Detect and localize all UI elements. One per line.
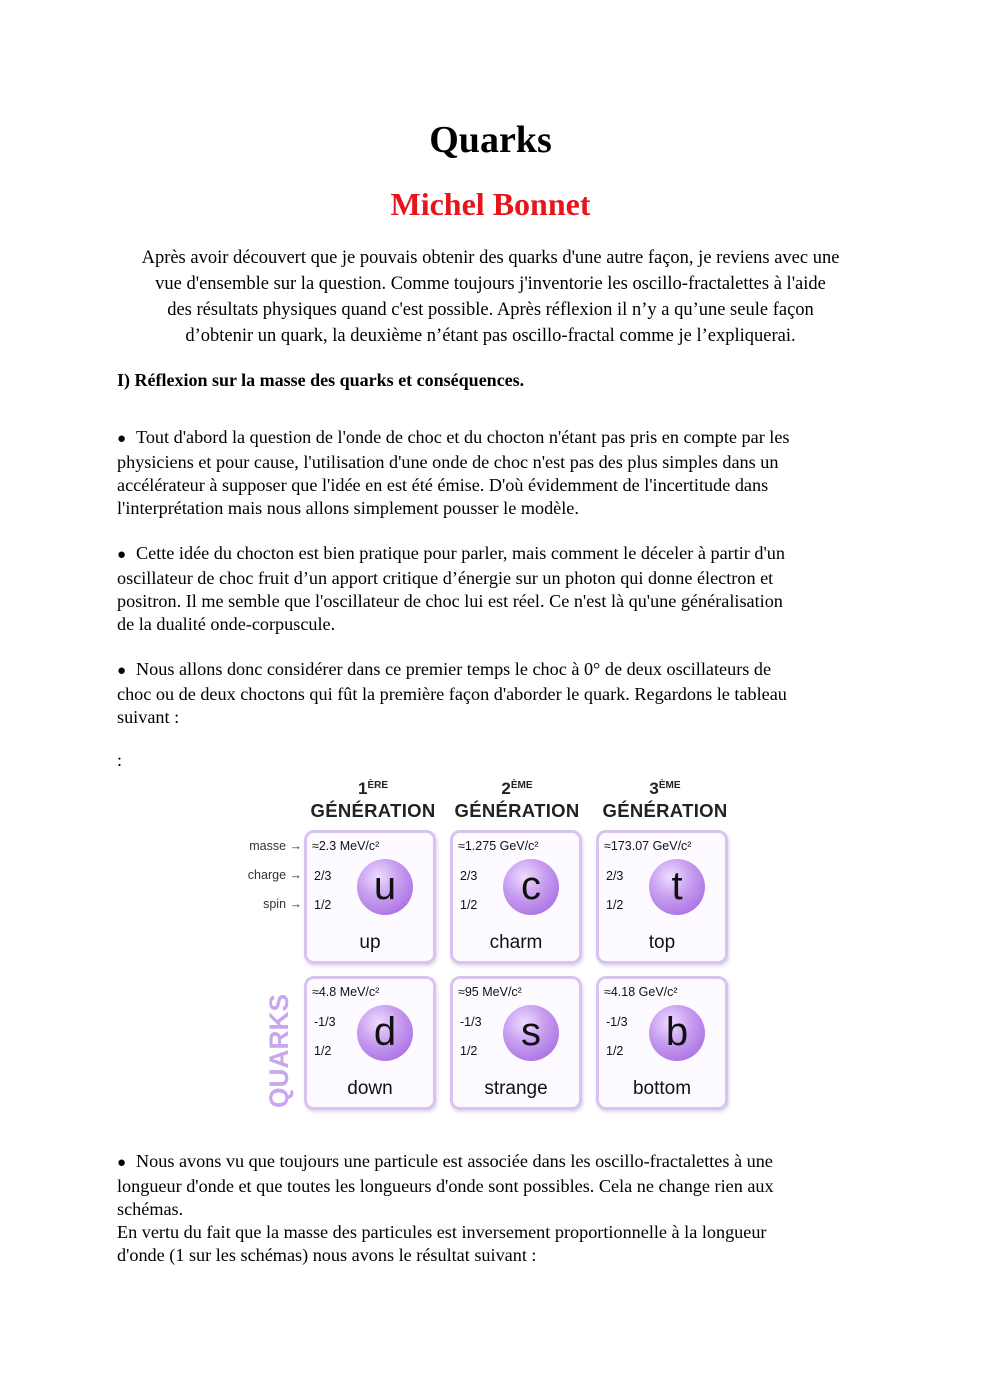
- quark-card-bottom: [596, 976, 728, 1110]
- paragraph-1: [117, 426, 857, 520]
- quark-spin: 1/2: [460, 1044, 478, 1058]
- row-label-spin: spin →: [263, 897, 302, 911]
- quark-spin: 1/2: [606, 898, 624, 912]
- row-label-mass: masse →: [249, 839, 302, 853]
- quark-charge: 2/3: [314, 869, 332, 883]
- paragraph-line: ● Nous avons vu que toujours une particule est associée dans les oscillo-fractalettes à une: [117, 1150, 857, 1175]
- colon-line: :: [117, 750, 123, 770]
- abstract-line: des résultats physiques quand c'est possible. Après réflexion il n’y a qu’une seule façon: [167, 300, 814, 320]
- quark-mass: ≈95 MeV/c²: [458, 985, 522, 999]
- quark-spin: 1/2: [314, 898, 332, 912]
- quark-charge: -1/3: [314, 1015, 336, 1029]
- quark-name: down: [347, 1078, 393, 1099]
- quark-name: charm: [489, 932, 543, 953]
- quark-mass: ≈173.07 GeV/c²: [604, 839, 692, 853]
- quarks-side-label: [258, 990, 298, 1110]
- quark-charge: 2/3: [460, 869, 478, 883]
- generation-header: 1ÈRE GÉNÉRATION: [310, 779, 436, 821]
- paragraph-line: physiciens et pour cause, l'utilisation d'une onde de choc n'est pas des plus simples dans un: [117, 452, 779, 472]
- quark-symbol: b: [649, 1005, 705, 1061]
- quark-name: top: [648, 932, 676, 953]
- quark-charge: -1/3: [460, 1015, 482, 1029]
- generation-header: 3ÈME GÉNÉRATION: [602, 779, 728, 821]
- quark-charge: 2/3: [606, 869, 624, 883]
- quark-spin: 1/2: [460, 898, 478, 912]
- quark-symbol: s: [503, 1005, 559, 1061]
- paragraph-line: positron. Il me semble que l'oscillateur de choc lui est réel. Ce n'est là qu'une généralisation: [117, 591, 783, 611]
- quark-name: bottom: [632, 1078, 692, 1099]
- paragraph-line: longueur d'onde et que toutes les longueurs d'onde sont possibles. Cela ne change rien aux: [117, 1176, 774, 1196]
- paragraph-line: choc ou de deux choctons qui fût la première façon d'aborder le quark. Regardons le tableau: [117, 684, 787, 704]
- quark-name: up: [359, 932, 381, 953]
- closing-line: d'onde (1 sur les schémas) nous avons le résultat suivant :: [117, 1245, 537, 1265]
- quark-spin: 1/2: [606, 1044, 624, 1058]
- bullet-icon: ●: [117, 547, 127, 563]
- quarks-side-text: QUARKS: [264, 990, 294, 1108]
- bullet-icon: ●: [117, 1155, 127, 1171]
- quark-card-strange: [450, 976, 582, 1110]
- quark-spin: 1/2: [314, 1044, 332, 1058]
- quark-card-down: [304, 976, 436, 1110]
- quark-table-figure: [240, 772, 740, 1120]
- quark-symbol: c: [503, 859, 559, 915]
- quark-card-up: [304, 830, 436, 964]
- abstract-line: vue d'ensemble sur la question. Comme toujours j'inventorie les oscillo-fractalettes à l'aide: [155, 274, 826, 294]
- abstract: [110, 245, 871, 349]
- paragraph-line: schémas.: [117, 1199, 184, 1219]
- quark-mass: ≈4.18 GeV/c²: [604, 985, 678, 999]
- abstract-line: d’obtenir un quark, la deuxième n’étant pas oscillo-fractal comme je l’expliquerai.: [185, 326, 796, 346]
- quark-card-top: [596, 830, 728, 964]
- paragraph-line: suivant :: [117, 707, 180, 727]
- section-heading: I) Réflexion sur la masse des quarks et conséquences.: [117, 370, 525, 390]
- bullet-icon: ●: [117, 663, 127, 679]
- quark-symbol: t: [649, 859, 705, 915]
- quark-mass: ≈4.8 MeV/c²: [312, 985, 380, 999]
- bullet-icon: ●: [117, 431, 127, 447]
- author-name: Michel Bonnet: [390, 186, 591, 222]
- quark-charge: -1/3: [606, 1015, 628, 1029]
- paragraph-4: [117, 1150, 857, 1267]
- document-title: Quarks: [429, 119, 552, 161]
- paragraph-line: accélérateur à supposer que l'idée en est été émise. D'où évidemment de l'incertitude dans: [117, 475, 769, 495]
- quark-mass: ≈2.3 MeV/c²: [312, 839, 380, 853]
- paragraph-line: oscillateur de choc fruit d’un apport critique d’énergie sur un photon qui donne électron et: [117, 568, 774, 588]
- paragraph-line: ● Nous allons donc considérer dans ce premier temps le choc à 0° de deux oscillateurs de: [117, 658, 857, 683]
- row-label-charge: charge →: [247, 868, 302, 882]
- paragraph-line: ● Cette idée du chocton est bien pratique pour parler, mais comment le déceler à partir d'un: [117, 542, 857, 567]
- quark-mass: ≈1.275 GeV/c²: [458, 839, 539, 853]
- paragraph-2: [117, 542, 857, 636]
- quark-symbol: u: [357, 859, 413, 915]
- closing-line: En vertu du fait que la masse des particules est inversement proportionnelle à la longueur: [117, 1222, 767, 1242]
- paragraph-line: l'interprétation mais nous allons simplement pousser le modèle.: [117, 498, 579, 518]
- quark-symbol: d: [357, 1005, 413, 1061]
- abstract-line: Après avoir découvert que je pouvais obtenir des quarks d'une autre façon, je reviens avec une: [141, 248, 840, 268]
- paragraph-line: de la dualité onde-corpuscule.: [117, 614, 336, 634]
- paragraph-line: ● Tout d'abord la question de l'onde de choc et du chocton n'étant pas pris en compte par les: [117, 426, 857, 451]
- generation-header: 2ÈME GÉNÉRATION: [454, 779, 580, 821]
- paragraph-3: [117, 658, 857, 729]
- quark-card-charm: [450, 830, 582, 964]
- quark-name: strange: [484, 1078, 548, 1099]
